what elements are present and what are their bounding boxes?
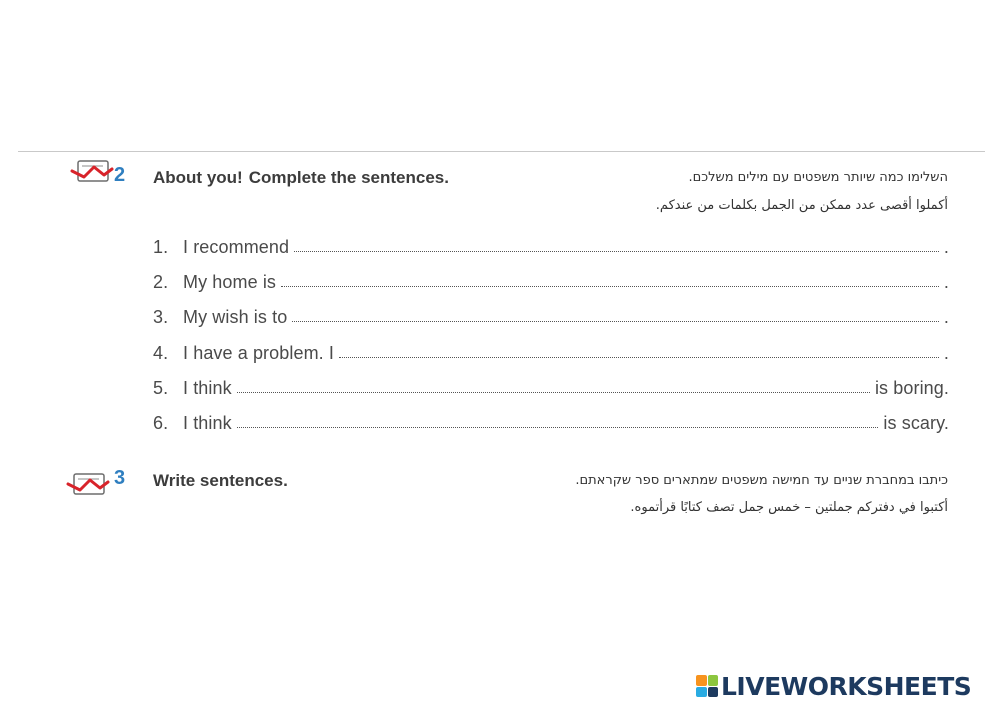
instruction-arabic: أكملوا أقصى عدد ممكن من الجمل بكلمات من عندكم. xyxy=(655,198,948,213)
liveworksheets-logo-icon xyxy=(696,675,718,697)
answer-blank[interactable] xyxy=(339,356,939,358)
sentence-number: 2. xyxy=(153,272,169,292)
sentence-prompt: I recommend xyxy=(183,237,290,257)
answer-blank[interactable] xyxy=(294,250,939,252)
sentence-item xyxy=(153,302,949,328)
sentence-ending: . xyxy=(943,307,949,327)
answer-blank[interactable] xyxy=(281,285,939,287)
exercise-number: 2 xyxy=(114,164,126,186)
answer-blank[interactable] xyxy=(292,320,939,322)
sentence-prompt: My home is xyxy=(183,272,277,292)
sentence-ending: is scary. xyxy=(883,413,949,433)
instruction-arabic: أكتبوا في دفتركم جملتين – خمس جمل تصف كتابًا قرأتموه. xyxy=(630,500,948,515)
sentence-ending: . xyxy=(943,237,949,257)
sentence-number: 5. xyxy=(153,378,169,398)
writing-pencil-icon xyxy=(66,470,114,500)
sentence-item xyxy=(153,408,949,434)
exercise-number: 3 xyxy=(114,467,126,489)
sentence-ending: . xyxy=(943,272,949,292)
logo-text: LIVEWORKSHEETS xyxy=(721,671,972,701)
sentence-item xyxy=(153,232,949,258)
exercise-title-rest: Complete the sentences. xyxy=(248,168,449,187)
sentence-prompt: My wish is to xyxy=(183,307,288,327)
sentence-prompt: I think xyxy=(183,413,232,433)
section-divider xyxy=(18,151,985,152)
sentence-item xyxy=(153,338,949,364)
sentence-ending: . xyxy=(943,343,949,363)
sentence-prompt: I think xyxy=(183,378,232,398)
sentence-number: 4. xyxy=(153,343,169,363)
sentence-number: 1. xyxy=(153,237,169,257)
sentence-prompt: I have a problem. I xyxy=(183,343,334,363)
instruction-hebrew: השלימו כמה שיותר משפטים עם מילים משלכם. xyxy=(688,170,948,185)
answer-blank[interactable] xyxy=(237,391,870,393)
exercise-title-lead: About you! xyxy=(153,168,243,187)
exercise-title: Write sentences. xyxy=(153,471,288,490)
sentence-number: 3. xyxy=(153,307,169,327)
answer-blank[interactable] xyxy=(237,426,879,428)
exercise-title xyxy=(153,168,449,188)
sentence-number: 6. xyxy=(153,413,169,433)
liveworksheets-logo[interactable] xyxy=(696,672,971,700)
instruction-hebrew: כיתבו במחברת שניים עד חמישה משפטים שמתארים ספר שקראתם. xyxy=(575,473,948,488)
sentence-item xyxy=(153,373,949,399)
sentence-item xyxy=(153,267,949,293)
sentence-ending: is boring. xyxy=(874,378,949,398)
writing-pencil-icon xyxy=(70,157,118,187)
